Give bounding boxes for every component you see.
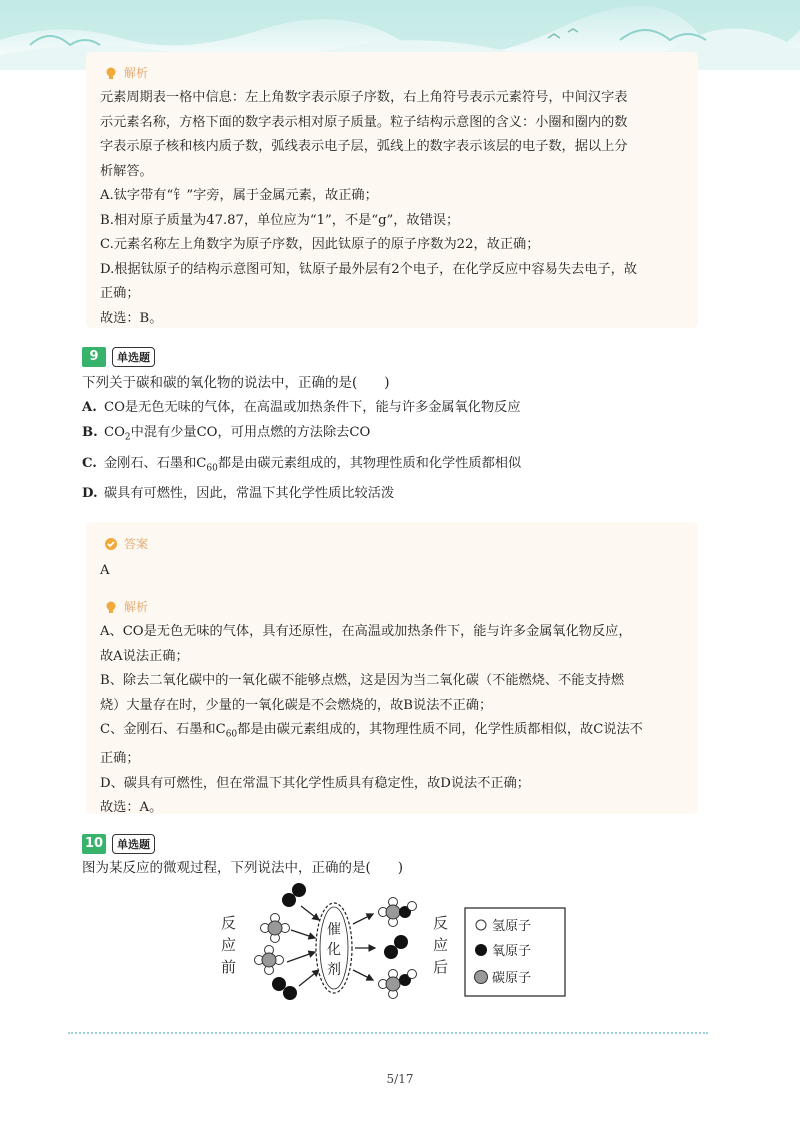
question-type-badge: 单选题 xyxy=(112,347,155,367)
option-b[interactable]: B. $CO_2$中混有少量CO，可用点燃的方法除去CO xyxy=(82,425,371,443)
methane-molecule xyxy=(255,946,284,975)
svg-text:碳原子: 碳原子 xyxy=(492,971,532,986)
question-number: 10 xyxy=(82,834,106,854)
svg-text:后: 后 xyxy=(433,958,449,976)
product-molecule xyxy=(379,898,417,927)
analysis-label: 解析 xyxy=(124,600,149,614)
option-list xyxy=(82,395,521,506)
methane-molecule xyxy=(261,914,290,943)
analysis-line: 字表示原子核和核内质子数，弧线表示电子层，弧线上的数字表示该层的电子数，据以上分 xyxy=(100,139,628,154)
question-stem: 下列关于碳和碳的氧化物的说法中，正确的是( ) xyxy=(82,375,390,391)
analysis-line: 正确； xyxy=(100,751,140,767)
option-a[interactable]: A. CO是无色无味的气体，在高温或加热条件下，能与许多金属氧化物反应 xyxy=(82,400,521,415)
answer-label: 答案 xyxy=(124,537,149,551)
analysis-line: B.相对原子质量为47.87，单位应为“1”，不是“g”，故错误； xyxy=(100,212,460,228)
question-stem: 图为某反应的微观过程，下列说法中，正确的是( ) xyxy=(82,860,404,876)
page-number: 5/17 xyxy=(386,1072,414,1086)
question-number: 9 xyxy=(82,347,106,367)
after-label: 反 xyxy=(433,914,449,932)
svg-text:化: 化 xyxy=(327,942,341,958)
analysis-line: 析解答。 xyxy=(100,163,153,179)
analysis-line: 示元素名称，方格下面的数字表示相对原子质量。粒子结构示意图的含义：小圈和圈内的数 xyxy=(100,114,628,130)
oxygen-molecule xyxy=(282,883,306,907)
analysis-line: D、碳具有可燃性，但在常温下其化学性质具有稳定性，故D说法不正确； xyxy=(100,775,530,791)
legend xyxy=(465,908,565,996)
analysis-line: 烧）大量存在时，少量的一氧化碳是不会燃烧的，故B说法不正确； xyxy=(100,697,493,713)
question-type-badge: 单选题 xyxy=(112,834,155,854)
before-label: 反 xyxy=(221,914,237,932)
analysis-line: 故A说法正确； xyxy=(100,648,189,664)
answer-header xyxy=(104,535,148,552)
svg-text:剂: 剂 xyxy=(327,962,341,978)
option-c[interactable]: C. 金刚石、石墨和$C_{60}$都是由碳元素组成的，其物理性质和化学性质都相似 xyxy=(82,455,522,474)
question-10-header xyxy=(82,834,155,854)
answer-panel-q9 xyxy=(86,522,698,814)
analysis-line: A、CO是无色无味的气体，具有还原性，在高温或加热条件下，能与许多金属氧化物反应， xyxy=(100,624,632,639)
product-molecule xyxy=(379,970,417,999)
footer-divider xyxy=(68,1032,708,1034)
answer-value: A xyxy=(100,563,110,578)
svg-text:应: 应 xyxy=(433,936,449,954)
check-circle-icon xyxy=(104,537,118,551)
svg-text:氢原子: 氢原子 xyxy=(492,919,532,934)
analysis-label: 解析 xyxy=(124,66,149,80)
analysis-panel-q8 xyxy=(86,52,698,328)
analysis-line: B、除去二氧化碳中的一氧化碳不能够点燃，这是因为当二氧化碳（不能燃烧、不能支持燃 xyxy=(100,673,624,688)
reaction-diagram xyxy=(215,878,575,1008)
analysis-header xyxy=(104,598,148,615)
svg-text:前: 前 xyxy=(221,958,237,976)
analysis-line: C、金刚石、石墨和$C_{60}$都是由碳元素组成的，其物理性质不同，化学性质都相似，故C说法不 xyxy=(100,722,643,740)
catalyst xyxy=(316,903,352,993)
analysis-line: 正确； xyxy=(100,286,140,301)
lightbulb-icon xyxy=(104,600,118,614)
analysis-line: D.根据钛原子的结构示意图可知，钛原子最外层有2个电子，在化学反应中容易失去电子，故 xyxy=(100,261,637,277)
svg-text:氧原子: 氧原子 xyxy=(492,944,532,959)
option-d[interactable]: D. 碳具有可燃性，因此，常温下其化学性质比较活泼 xyxy=(82,486,395,502)
analysis-header xyxy=(104,64,148,81)
analysis-line: A.钛字带有“钅”字旁，属于金属元素，故正确； xyxy=(100,188,378,203)
analysis-line: 故选：A。 xyxy=(100,800,163,816)
analysis-line: 元素周期表一格中信息：左上角数字表示原子序数，右上角符号表示元素符号，中间汉字表 xyxy=(100,90,628,105)
question-9-header xyxy=(82,347,155,367)
svg-text:应: 应 xyxy=(221,936,237,954)
lightbulb-icon xyxy=(104,66,118,80)
oxygen-molecule xyxy=(272,977,297,1000)
oxygen-molecule xyxy=(384,935,408,959)
analysis-line: 故选：B。 xyxy=(100,310,163,326)
svg-text:催: 催 xyxy=(327,922,341,938)
analysis-line: C.元素名称左上角数字为原子序数，因此钛原子的原子序数为22，故正确； xyxy=(100,237,540,252)
